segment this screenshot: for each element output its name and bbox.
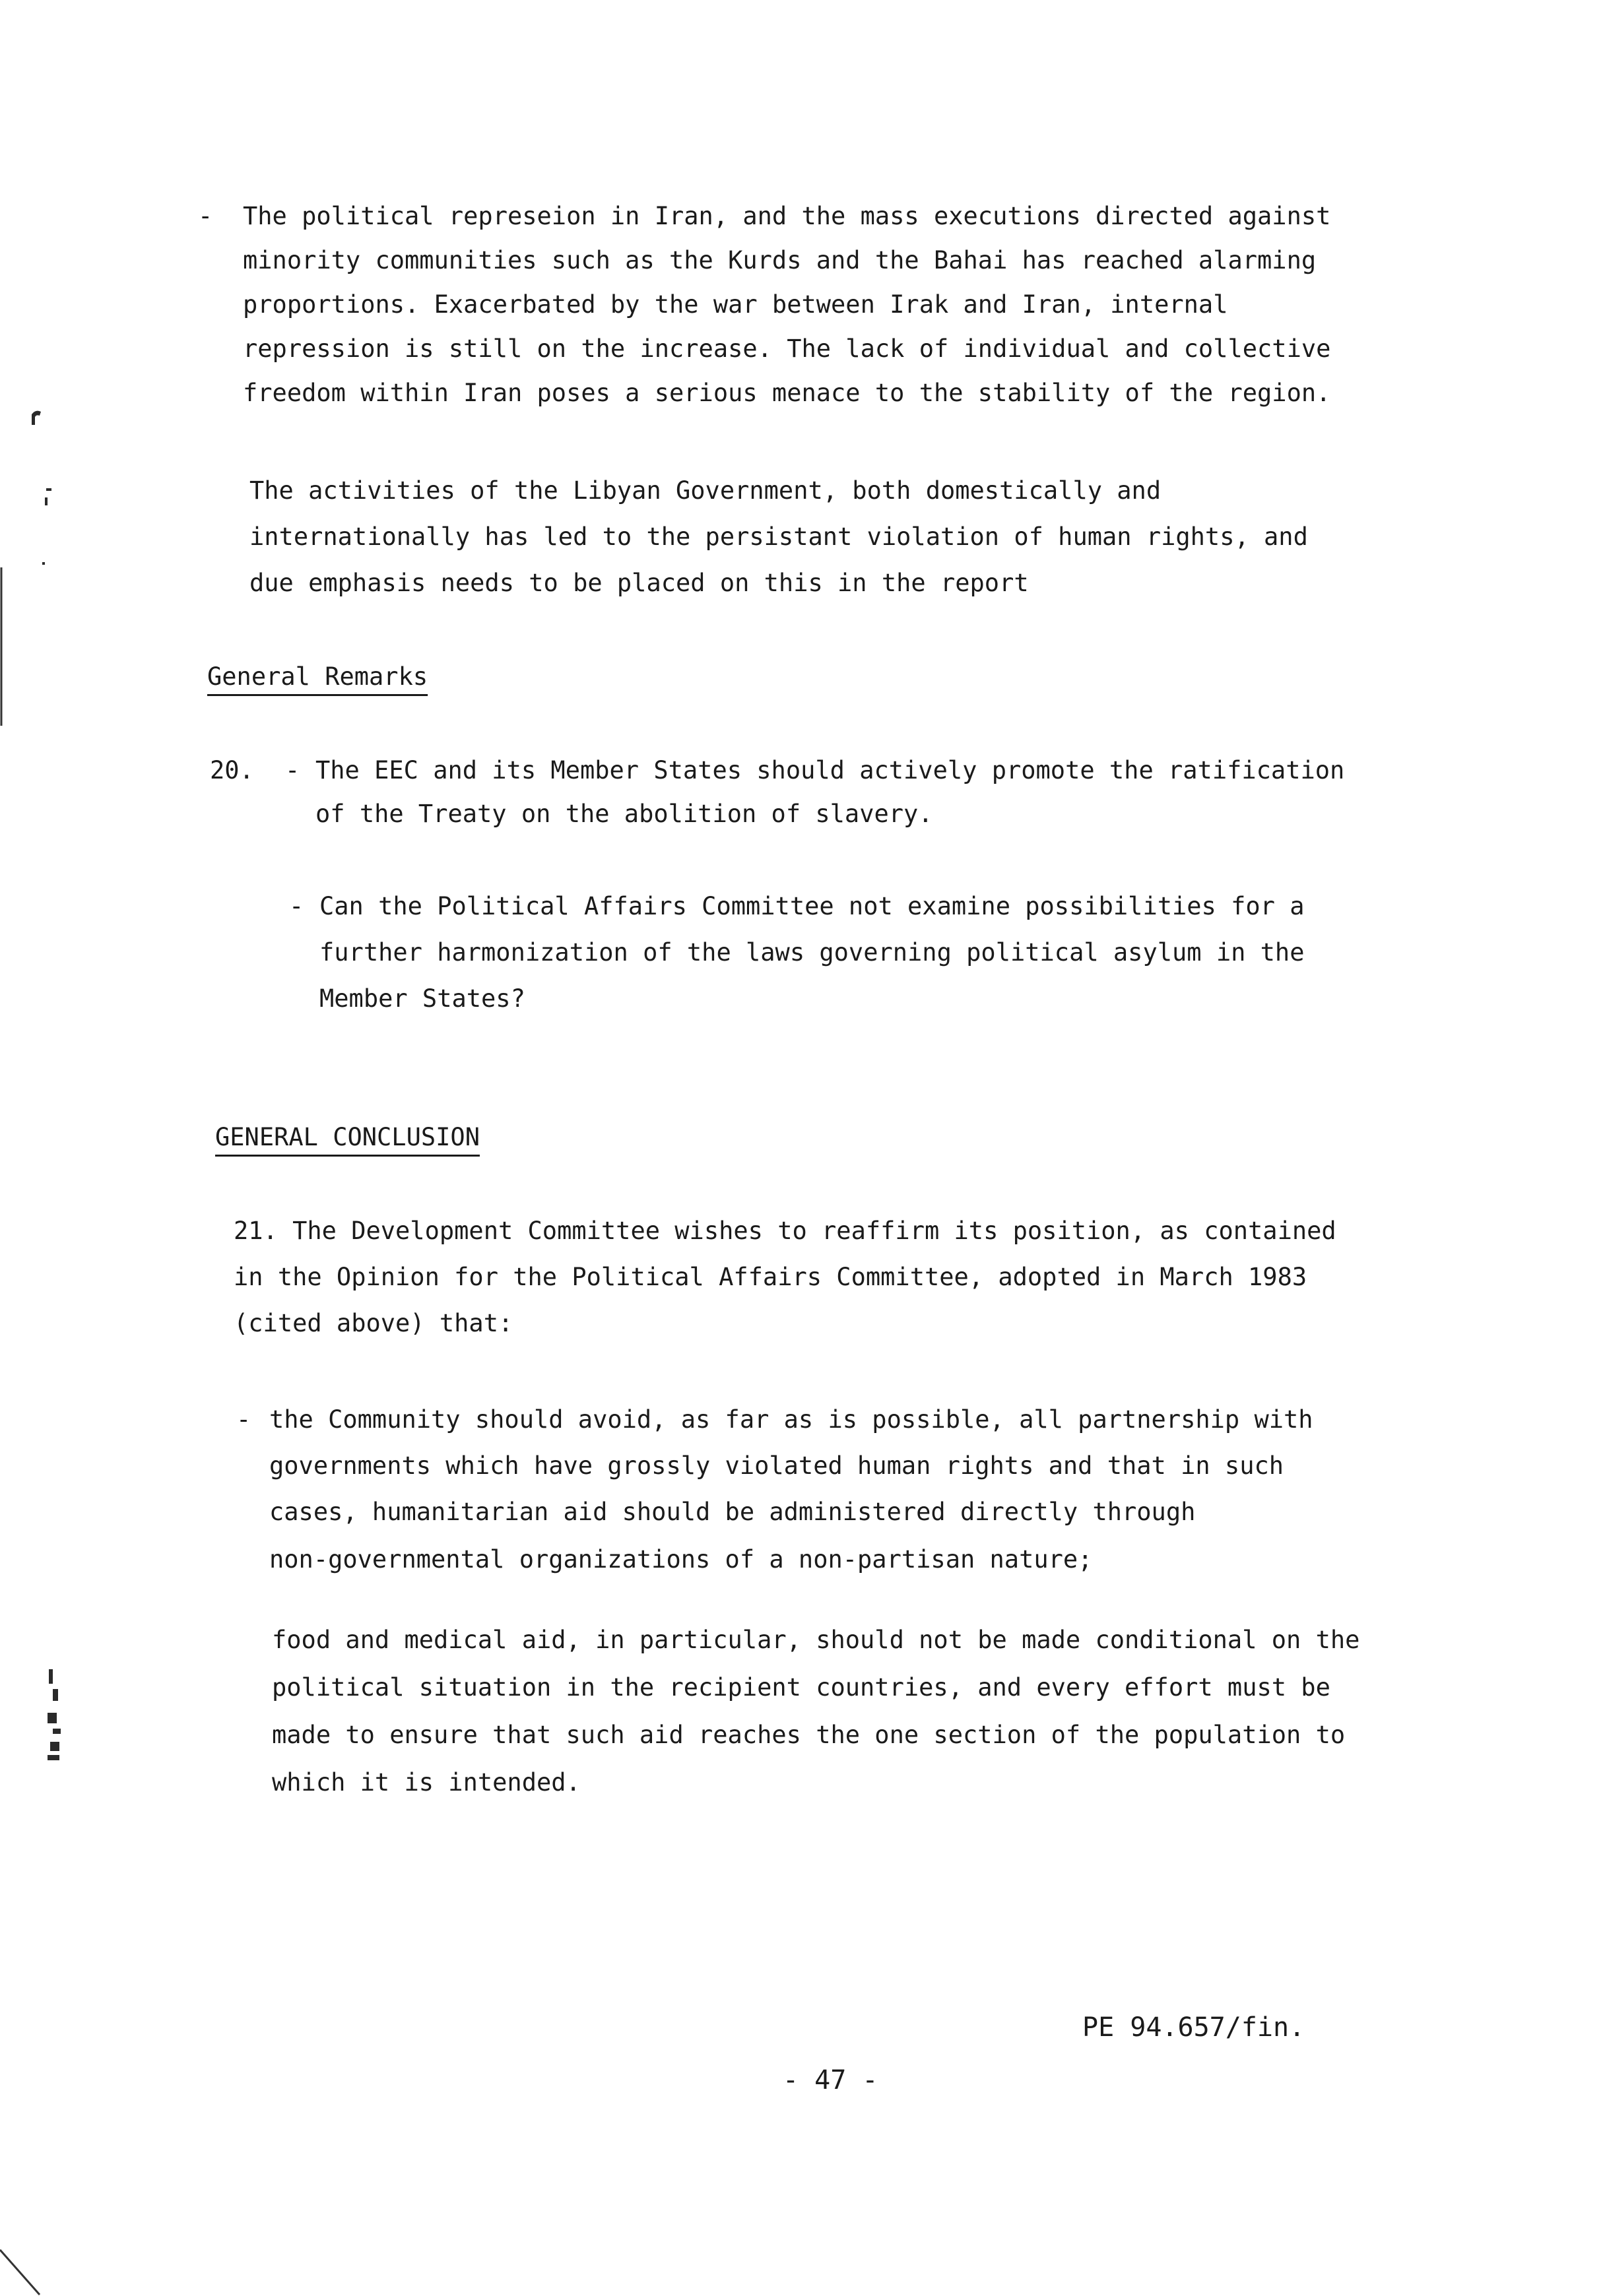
text-line: political situation in the recipient countries, and every effort must be [272, 1673, 1330, 1702]
text-line: The EEC and its Member States should actively promote the ratification [315, 756, 1345, 784]
item-number: 20. [210, 756, 254, 784]
text-line: repression is still on the increase. The lack of individual and collective [243, 335, 1331, 363]
text-line: Member States? [319, 984, 525, 1013]
text-line: freedom within Iran poses a serious menace to the stability of the region. [243, 379, 1331, 407]
text-line: (cited above) that: [234, 1309, 513, 1337]
text-line: cases, humanitarian aid should be administered directly through [269, 1498, 1196, 1526]
text-line: in the Opinion for the Political Affairs Committee, adopted in March 1983 [234, 1263, 1307, 1291]
text-line: proportions. Exacerbated by the war between Irak and Iran, internal [243, 290, 1228, 319]
document-reference: PE 94.657/fin. [1082, 2012, 1305, 2043]
text-line: which it is intended. [272, 1768, 581, 1797]
text-line: further harmonization of the laws governing political asylum in the [319, 938, 1305, 967]
text-line: due emphasis needs to be placed on this in the report [249, 569, 1029, 597]
bullet-dash: - [285, 756, 300, 784]
text-line: made to ensure that such aid reaches the one section of the population to [272, 1721, 1346, 1749]
bullet-dash: - [289, 892, 304, 920]
text-line: governments which have grossly violated human rights and that in such [269, 1451, 1284, 1480]
page-number: - 47 - [783, 2065, 878, 2095]
text-line: the Community should avoid, as far as is possible, all partnership with [269, 1405, 1313, 1434]
section-heading-general-remarks: General Remarks [207, 662, 428, 691]
text-line: minority communities such as the Kurds and the Bahai has reached alarming [243, 246, 1317, 274]
text-line: 21. The Development Committee wishes to reaffirm its position, as contained [234, 1217, 1336, 1245]
text-line: The activities of the Libyan Government, both domestically and [249, 476, 1162, 505]
text-line: Can the Political Affairs Committee not examine possibilities for a [319, 892, 1305, 920]
text-line: The political represeion in Iran, and the mass executions directed against [243, 202, 1331, 230]
text-line: non-governmental organizations of a non-partisan nature; [269, 1545, 1093, 1574]
bullet-dash: - [198, 202, 213, 230]
section-heading-general-conclusion: GENERAL CONCLUSION [215, 1123, 480, 1151]
text-line: internationally has led to the persistant violation of human rights, and [249, 523, 1308, 551]
bullet-dash: - [236, 1405, 251, 1434]
text-line: of the Treaty on the abolition of slavery. [315, 800, 933, 828]
text-line: food and medical aid, in particular, should not be made conditional on the [272, 1626, 1360, 1654]
